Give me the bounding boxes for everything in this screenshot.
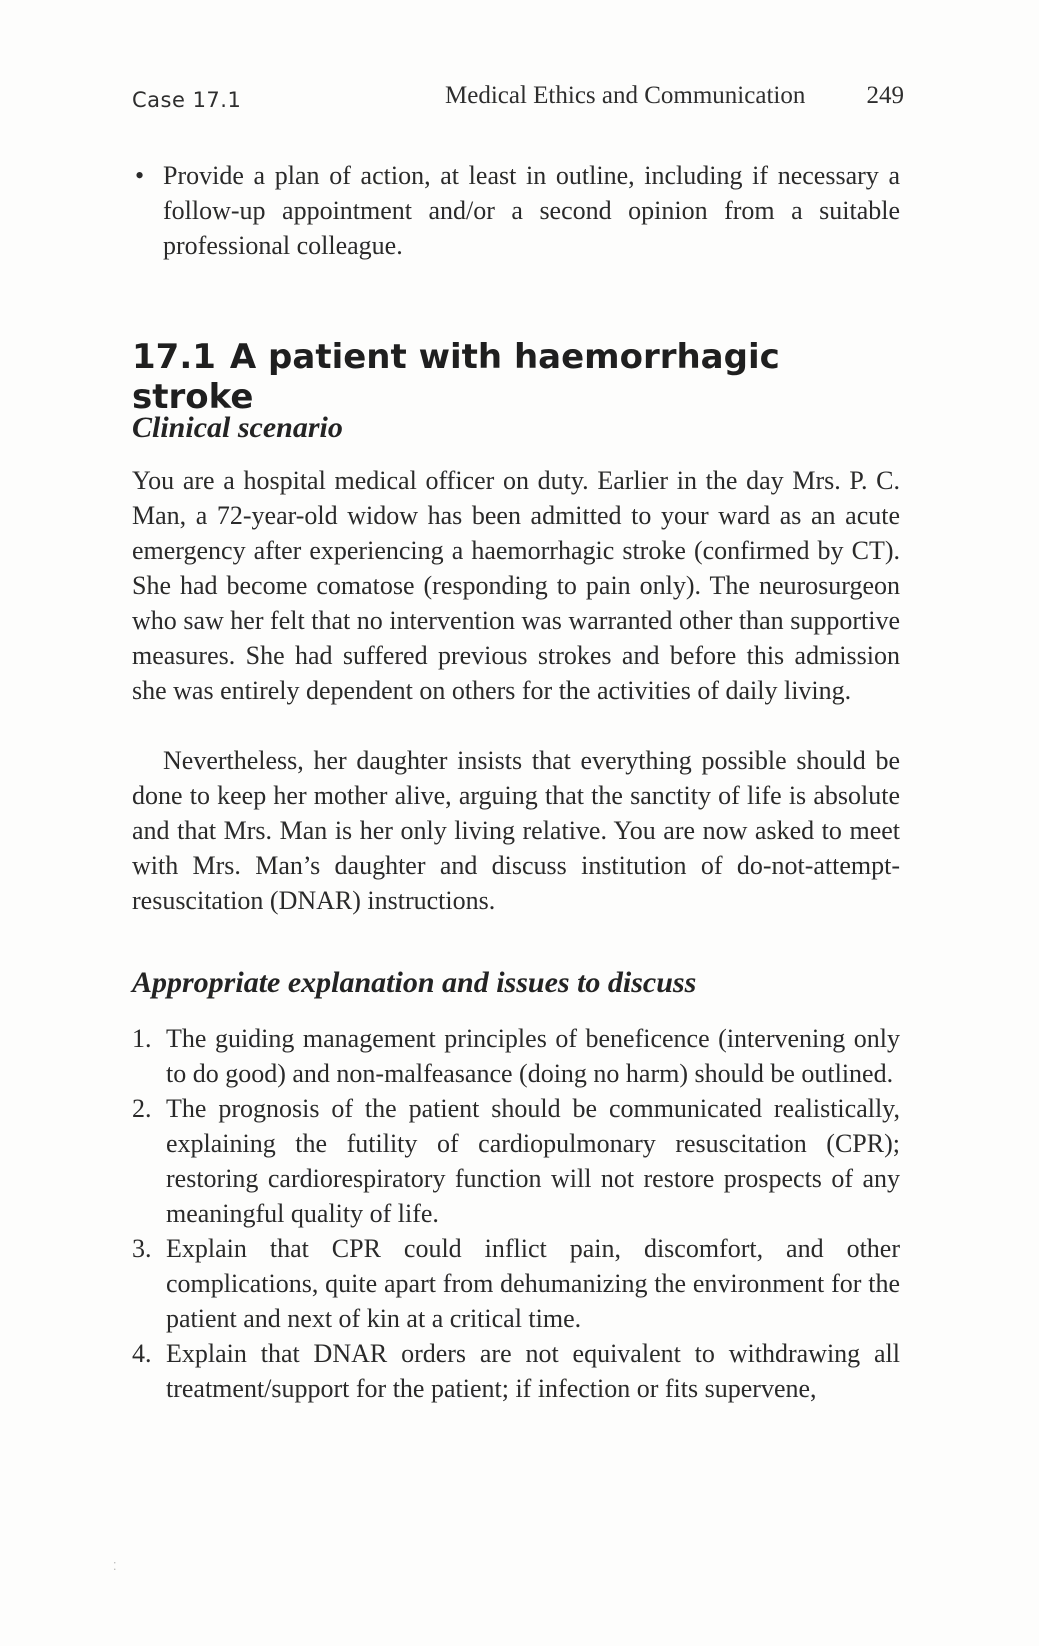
issue-number: 1.: [132, 1024, 152, 1053]
section-title: A patient with haemorrhagic stroke: [132, 337, 780, 417]
page-number: 249: [866, 82, 904, 109]
issue-text: Explain that CPR could inflict pain, discomfort, and other complications, quite apart from dehumanizing the environment for the patient and next of kin at a critical time.: [166, 1234, 900, 1333]
section-number: 17.1: [132, 337, 216, 377]
issue-number: 3.: [132, 1234, 152, 1263]
clinical-scenario-heading: Clinical scenario: [132, 411, 343, 444]
running-head: [132, 82, 904, 116]
issue-item-3: [132, 1231, 900, 1336]
scenario-paragraph-1: You are a hospital medical officer on duty. Earlier in the day Mrs. P. C. Man, a 72-year-old widow has been admitted to your ward as an acute emergency after experiencing a haemorrhagic stroke (confirmed by CT). She had become comatose (responding to pain only). The neurosurgeon who saw her felt that no intervention was warranted other than supportive measures. She had suffered previous strokes and before this admission she was entirely dependent on others for the activities of daily living.: [132, 466, 900, 705]
bullet-mark: •: [135, 161, 145, 190]
issue-item-1: [132, 1021, 900, 1091]
issue-text: The guiding management principles of beneficence (intervening only to do good) and non-malfeasance (doing no harm) should be outlined.: [166, 1024, 900, 1088]
issue-number: 4.: [132, 1339, 152, 1368]
issues-list: [132, 1021, 900, 1406]
issue-number: 2.: [132, 1094, 152, 1123]
intro-bullet-text: Provide a plan of action, at least in outline, including if necessary a follow-up appointment and/or a second opinion from a suitable professional colleague.: [163, 161, 900, 260]
intro-bullet-item: [132, 158, 900, 263]
issue-text: Explain that DNAR orders are not equivalent to withdrawing all treatment/support for the patient; if infection or fits supervene,: [166, 1339, 900, 1403]
issues-heading: Appropriate explanation and issues to discuss: [132, 966, 697, 999]
issue-item-2: [132, 1091, 900, 1231]
scan-speck: ⁚: [113, 1560, 117, 1573]
section-heading: [132, 337, 900, 417]
issue-text: The prognosis of the patient should be communicated realistically, explaining the futility of cardiopulmonary resuscitation (CPR); restoring cardiorespiratory function will not restore prospects of any meaningful quality of life.: [166, 1094, 900, 1228]
book-title: Medical Ethics and Communication: [445, 82, 806, 109]
issue-item-4: [132, 1336, 900, 1406]
scenario-paragraph-2: Nevertheless, her daughter insists that everything possible should be done to keep her mother alive, arguing that the sanctity of life is absolute and that Mrs. Man is her only living relative. You are now asked to meet with Mrs. Man’s daughter and discuss institution of do-not-attempt-resuscitation (DNAR) instructions.: [132, 746, 900, 915]
case-label: Case 17.1: [132, 88, 242, 112]
